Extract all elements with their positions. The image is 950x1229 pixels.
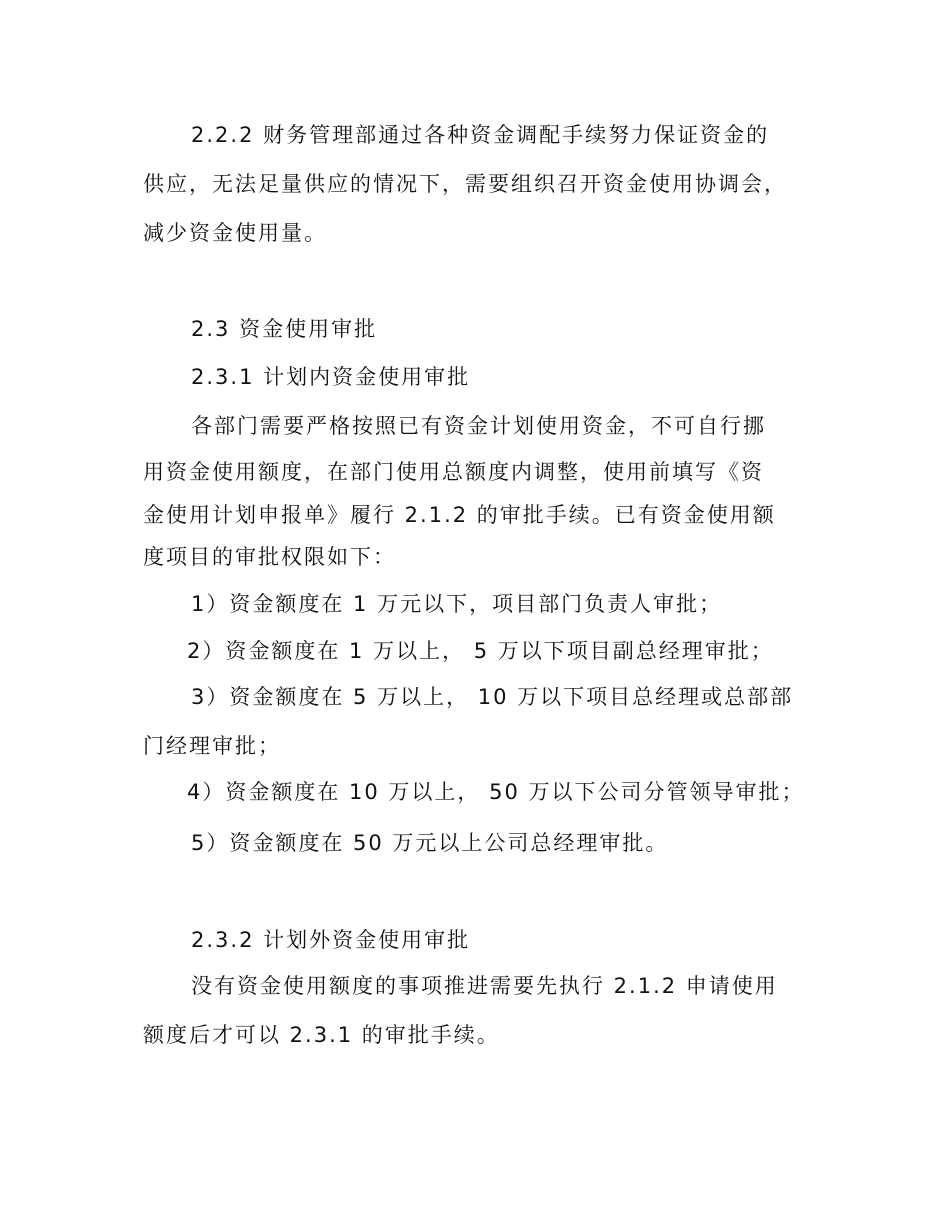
heading-2-3-1: 2.3.1 计划内资金使用审批 (191, 365, 471, 389)
section-2-2-2-line-2: 供应，无法足量供应的情况下，需要组织召开资金使用协调会， (143, 172, 787, 196)
paragraph-2-3-1-line-3: 金使用计划申报单》履行 2.1.2 的审批手续。已有资金使用额 (143, 503, 776, 527)
list-item-4: 4）资金额度在 10 万以上， 50 万以下公司分管领导审批； (187, 780, 805, 804)
list-item-2: 2）资金额度在 1 万以上， 5 万以下项目副总经理审批； (187, 639, 774, 663)
paragraph-2-3-1-line-1: 各部门需要严格按照已有资金计划使用资金，不可自行挪 (191, 414, 766, 438)
list-item-3-line-2: 门经理审批； (143, 734, 281, 758)
list-item-3-line-1: 3）资金额度在 5 万以上， 10 万以下项目总经理或总部部 (191, 685, 794, 709)
section-2-2-2-line-3: 减少资金使用量。 (143, 221, 327, 245)
heading-2-3-2: 2.3.2 计划外资金使用审批 (191, 928, 471, 952)
section-2-2-2-line-1: 2.2.2 财务管理部通过各种资金调配手续努力保证资金的 (191, 123, 770, 147)
paragraph-2-3-2-line-2: 额度后才可以 2.3.1 的审批手续。 (143, 1023, 500, 1047)
paragraph-2-3-1-line-4: 度项目的审批权限如下： (143, 545, 396, 569)
paragraph-2-3-1-line-2: 用资金使用额度，在部门使用总额度内调整，使用前填写《资 (143, 460, 764, 484)
list-item-1: 1）资金额度在 1 万元以下，项目部门负责人审批； (191, 592, 723, 616)
heading-2-3: 2.3 资金使用审批 (191, 317, 378, 341)
paragraph-2-3-2-line-1: 没有资金使用额度的事项推进需要先执行 2.1.2 申请使用 (191, 974, 778, 998)
list-item-5: 5）资金额度在 50 万元以上公司总经理审批。 (191, 831, 669, 855)
